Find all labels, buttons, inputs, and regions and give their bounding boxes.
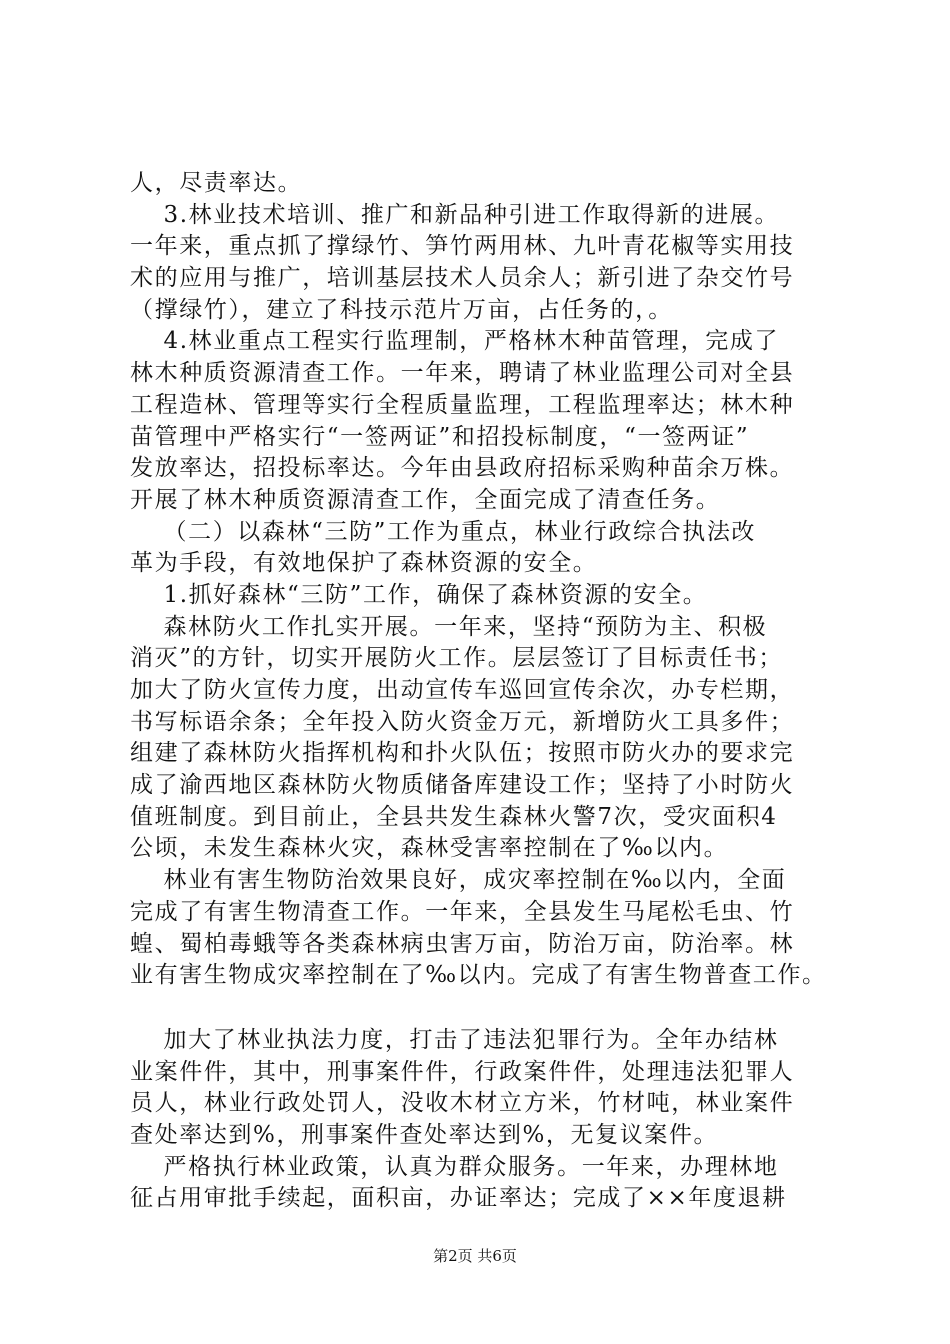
text-line: 员人，林业行政处罚人，没收木材立方米，竹材吨，林业案件: [130, 1090, 795, 1117]
text-line: 严格执行林业政策，认真为群众服务。一年来，办理林地: [130, 1153, 779, 1180]
text-line: 人，尽责率达。: [130, 170, 303, 196]
text-line: 蝗、蜀柏毒蛾等各类森林病虫害万亩，防治万亩，防治率。林: [130, 930, 795, 957]
text-line: 术的应用与推广，培训基层技术人员余人；新引进了杂交竹号: [130, 265, 795, 292]
text-line: 发放率达，招投标率达。今年由县政府招标采购种苗余万株。: [130, 455, 795, 482]
text-line: （二）以森林“三防”工作为重点，林业行政综合执法改: [130, 518, 757, 545]
text-line: 工程造林、管理等实行全程质量监理，工程监理率达；林木种: [130, 391, 795, 418]
text-line: 值班制度。到目前止，全县共发生森林火警7次，受灾面积4: [130, 803, 778, 830]
text-line: 消灭”的方针，切实开展防火工作。层层签订了目标责任书；: [130, 645, 783, 672]
text-line: 征占用审批手续起，面积亩，办证率达；完成了××年度退耕: [130, 1185, 787, 1212]
text-line: 开展了林木种质资源清查工作，全面完成了清查任务。: [130, 486, 721, 513]
text-line: 成了渝西地区森林防火物质储备库建设工作；坚持了小时防火: [130, 772, 795, 799]
text-line: 业有害生物成灾率控制在了‰以内。完成了有害生物普查工作。: [130, 962, 827, 989]
text-line: 森林防火工作扎实开展。一年来，坚持“预防为主、积极: [130, 613, 768, 640]
text-line: 公顷，未发生森林火灾，森林受害率控制在了‰以内。: [130, 835, 729, 862]
text-line: 4.林业重点工程实行监理制，严格林木种苗管理，完成了: [130, 328, 780, 355]
text-line: 苗管理中严格实行“一签两证”和招投标制度，“一签两证”: [130, 423, 750, 450]
text-line: 1.抓好森林“三防”工作，确保了森林资源的安全。: [130, 581, 708, 608]
text-line: 组建了森林防火指挥机构和扑火队伍；按照市防火办的要求完: [130, 740, 795, 767]
text-line: 林木种质资源清查工作。一年来，聘请了林业监理公司对全县: [130, 360, 795, 387]
text-line: 查处率达到%，刑事案件查处率达到%，无复议案件。: [130, 1121, 719, 1148]
text-line: 一年来，重点抓了撑绿竹、笋竹两用林、九叶青花椒等实用技: [130, 233, 795, 260]
text-line: 革为手段，有效地保护了森林资源的安全。: [130, 550, 598, 577]
document-body: [130, 168, 850, 1215]
paragraph-gap: [130, 992, 850, 1025]
text-line: 林业有害生物防治效果良好，成灾率控制在‰以内，全面: [130, 867, 787, 894]
text-line: （撑绿竹），建立了科技示范片万亩，占任务的，。: [130, 296, 673, 323]
page-footer: 第2页 共6页: [433, 1247, 517, 1265]
text-line: 书写标语余条；全年投入防火资金万元，新增防火工具多件；: [130, 708, 795, 735]
text-line: 完成了有害生物清查工作。一年来，全县发生马尾松毛虫、竹: [130, 898, 795, 925]
text-line: 3.林业技术培训、推广和新品种引进工作取得新的进展。: [130, 201, 780, 228]
text-line: 业案件件，其中，刑事案件件，行政案件件，处理违法犯罪人: [130, 1058, 795, 1085]
text-line: 加大了林业执法力度，打击了违法犯罪行为。全年办结林: [130, 1026, 779, 1053]
text-line: 加大了防火宣传力度，出动宣传车巡回宣传余次，办专栏期，: [130, 677, 795, 703]
